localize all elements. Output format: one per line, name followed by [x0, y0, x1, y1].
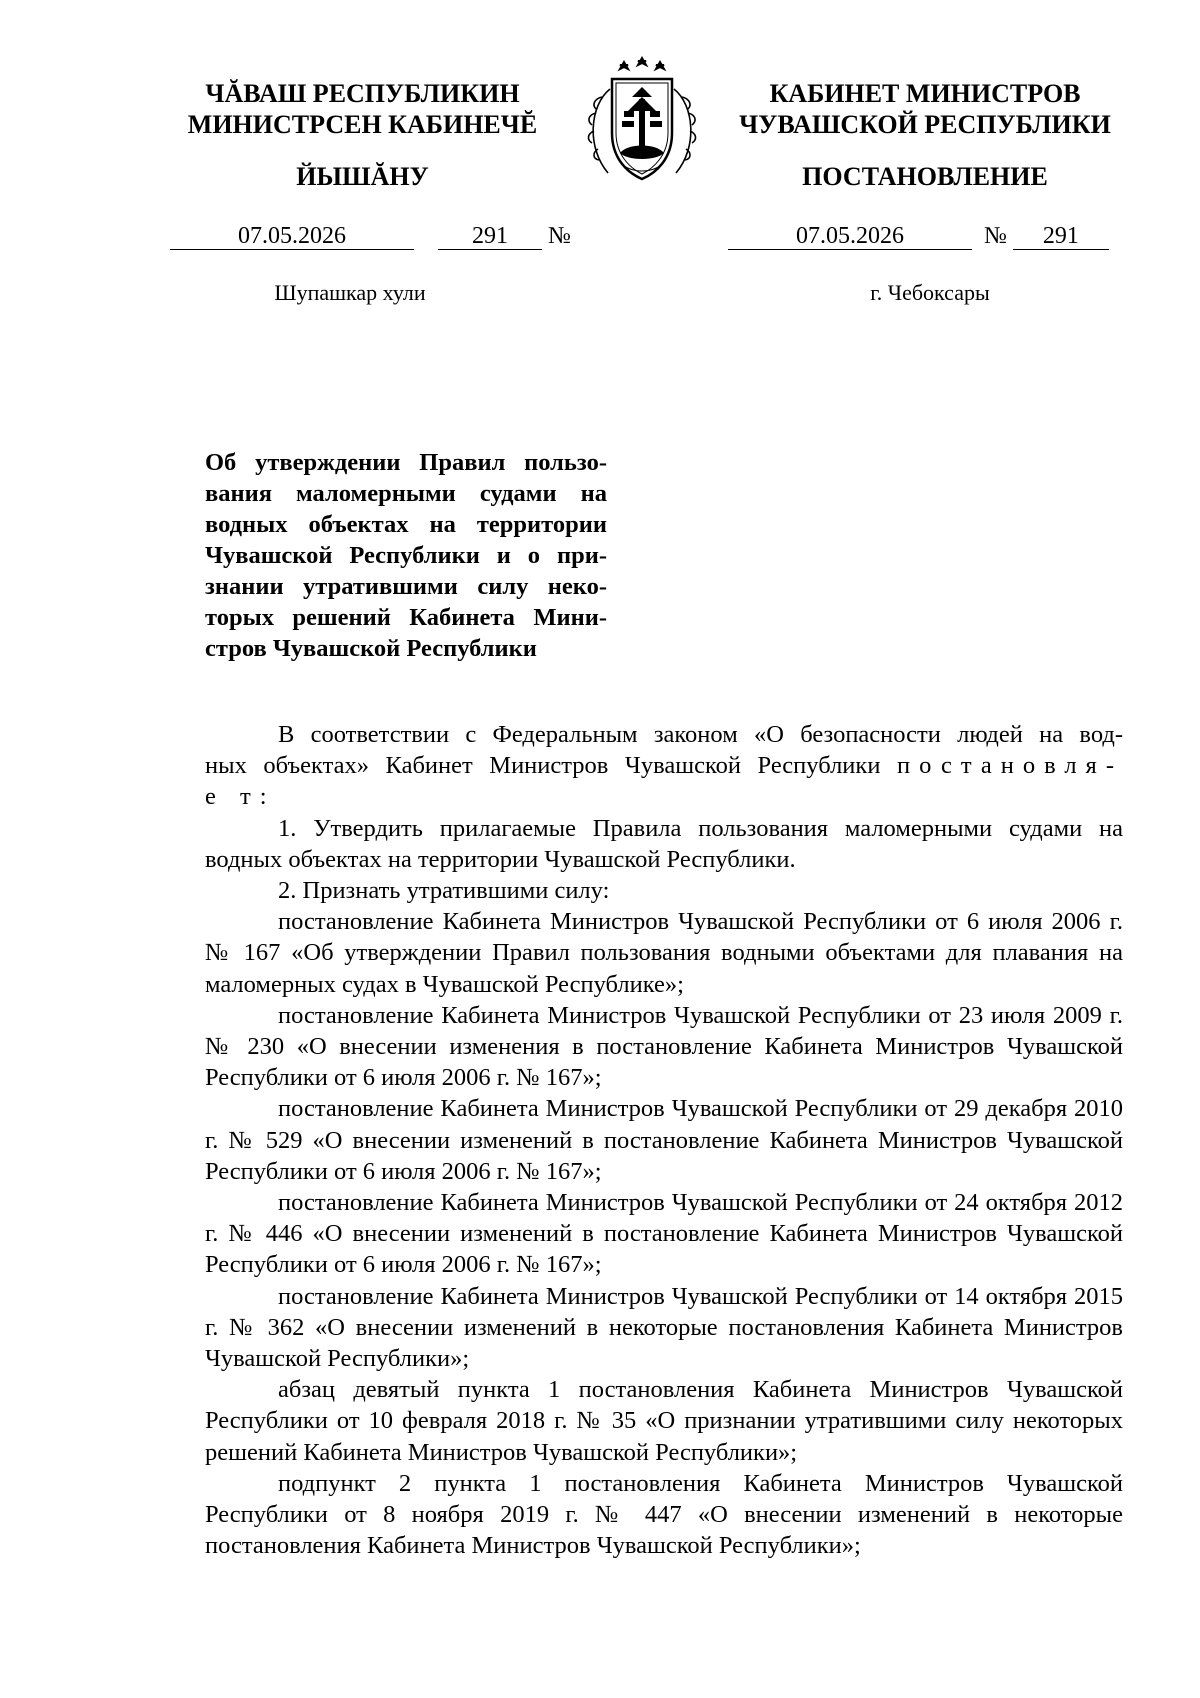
document-body [205, 719, 1123, 1561]
left-org-name [165, 78, 560, 140]
repealed-item: постановление Кабинета Министров Чувашской Республики от 23 июля 2009 г. № 230 «О внесении изменения в постановление Кабинета Министров Чувашской Республики от 6 июля 2006 г. № 167»; [205, 1001, 1123, 1092]
left-org-line1: ЧĂВАШ РЕСПУБЛИКИН [205, 79, 520, 108]
left-number: 291 [438, 223, 542, 250]
right-org-line1: КАБИНЕТ МИНИСТРОВ [769, 79, 1081, 108]
paragraph-1: 1. Утвердить прилагаемые Правила пользования маломерными судами на водных объектах на территории Чувашской Республики. [205, 814, 1123, 873]
paragraph-2: 2. Признать утратившими силу: [278, 877, 610, 905]
left-date-line [170, 222, 571, 250]
right-city: г. Чебоксары [870, 280, 990, 305]
title-line: Об утверждении Правил пользо- [205, 449, 607, 476]
left-date: 07.05.2026 [170, 223, 414, 250]
left-org-line2: МИНИСТРСЕН КАБИНЕЧĔ [187, 110, 538, 139]
right-number-sign: № [984, 223, 1007, 249]
intro-line: е т: [205, 783, 276, 811]
resolution-word: постановля- [897, 752, 1123, 780]
title-line: знании утратившими силу неко- [205, 573, 607, 600]
right-date-line [728, 222, 1109, 250]
repealed-item: постановление Кабинета Министров Чувашской Республики от 14 октября 2015 г. № 362 «О внесении изменений в некоторые постановления Кабинета Министров Чувашской Республики»; [205, 1282, 1123, 1373]
right-doc-type: ПОСТАНОВЛЕНИЕ [802, 162, 1048, 191]
left-doc-type: ЙЫШĂНУ [296, 162, 429, 191]
title-line: водных объектах на территории [205, 511, 607, 538]
emblem [572, 55, 712, 190]
chuvash-coat-of-arms-icon [572, 55, 712, 190]
right-org-name [725, 78, 1125, 140]
repealed-item: постановление Кабинета Министров Чувашской Республики от 29 декабря 2010 г. № 529 «О внесении изменений в постановление Кабинета Министров Чувашской Республики от 6 июля 2006 г. № 167»; [205, 1095, 1123, 1185]
title-line: стров Чувашской Республики [205, 635, 537, 662]
repealed-item: постановление Кабинета Министров Чувашской Республики от 6 июля 2006 г. № 167 «Об утверждении Правил пользования водными объектами для плавания на маломерных судах в Чувашской Республике»; [205, 908, 1123, 998]
repealed-item: абзац девятый пункта 1 постановления Кабинета Министров Чувашской Республики от 10 февраля 2018 г. № 35 «О признании утратившими силу некоторых решений Кабинета Министров Чувашской Республики»; [205, 1376, 1123, 1466]
document-title [205, 447, 607, 664]
right-org-line2: ЧУВАШСКОЙ РЕСПУБЛИКИ [739, 110, 1111, 139]
title-line: торых решений Кабинета Мини- [205, 604, 607, 631]
left-number-sign: № [548, 223, 571, 249]
title-line: Чувашской Республики и о при- [205, 542, 607, 569]
left-city: Шупашкар хули [274, 280, 426, 305]
right-date: 07.05.2026 [728, 223, 972, 250]
intro-line [205, 750, 1123, 781]
title-line: вания маломерными судами на [205, 480, 607, 507]
right-number: 291 [1013, 223, 1109, 250]
intro-line: В соответствии с Федеральным законом «О безопасности людей на вод- [278, 721, 1123, 748]
repealed-item: подпункт 2 пункта 1 постановления Кабинета Министров Чувашской Республики от 8 ноября 2019 г. № 447 «О внесении изменений в некоторые постановления Кабинета Министров Чувашской Республики»; [205, 1469, 1123, 1560]
intro-text: ных объектах» Кабинет Министров Чувашской Республики [205, 752, 881, 780]
repealed-item: постановление Кабинета Министров Чувашской Республики от 24 октября 2012 г. № 446 «О внесении изменений в постановление Кабинета Министров Чувашской Республики от 6 июля 2006 г. № 167»; [205, 1189, 1123, 1279]
